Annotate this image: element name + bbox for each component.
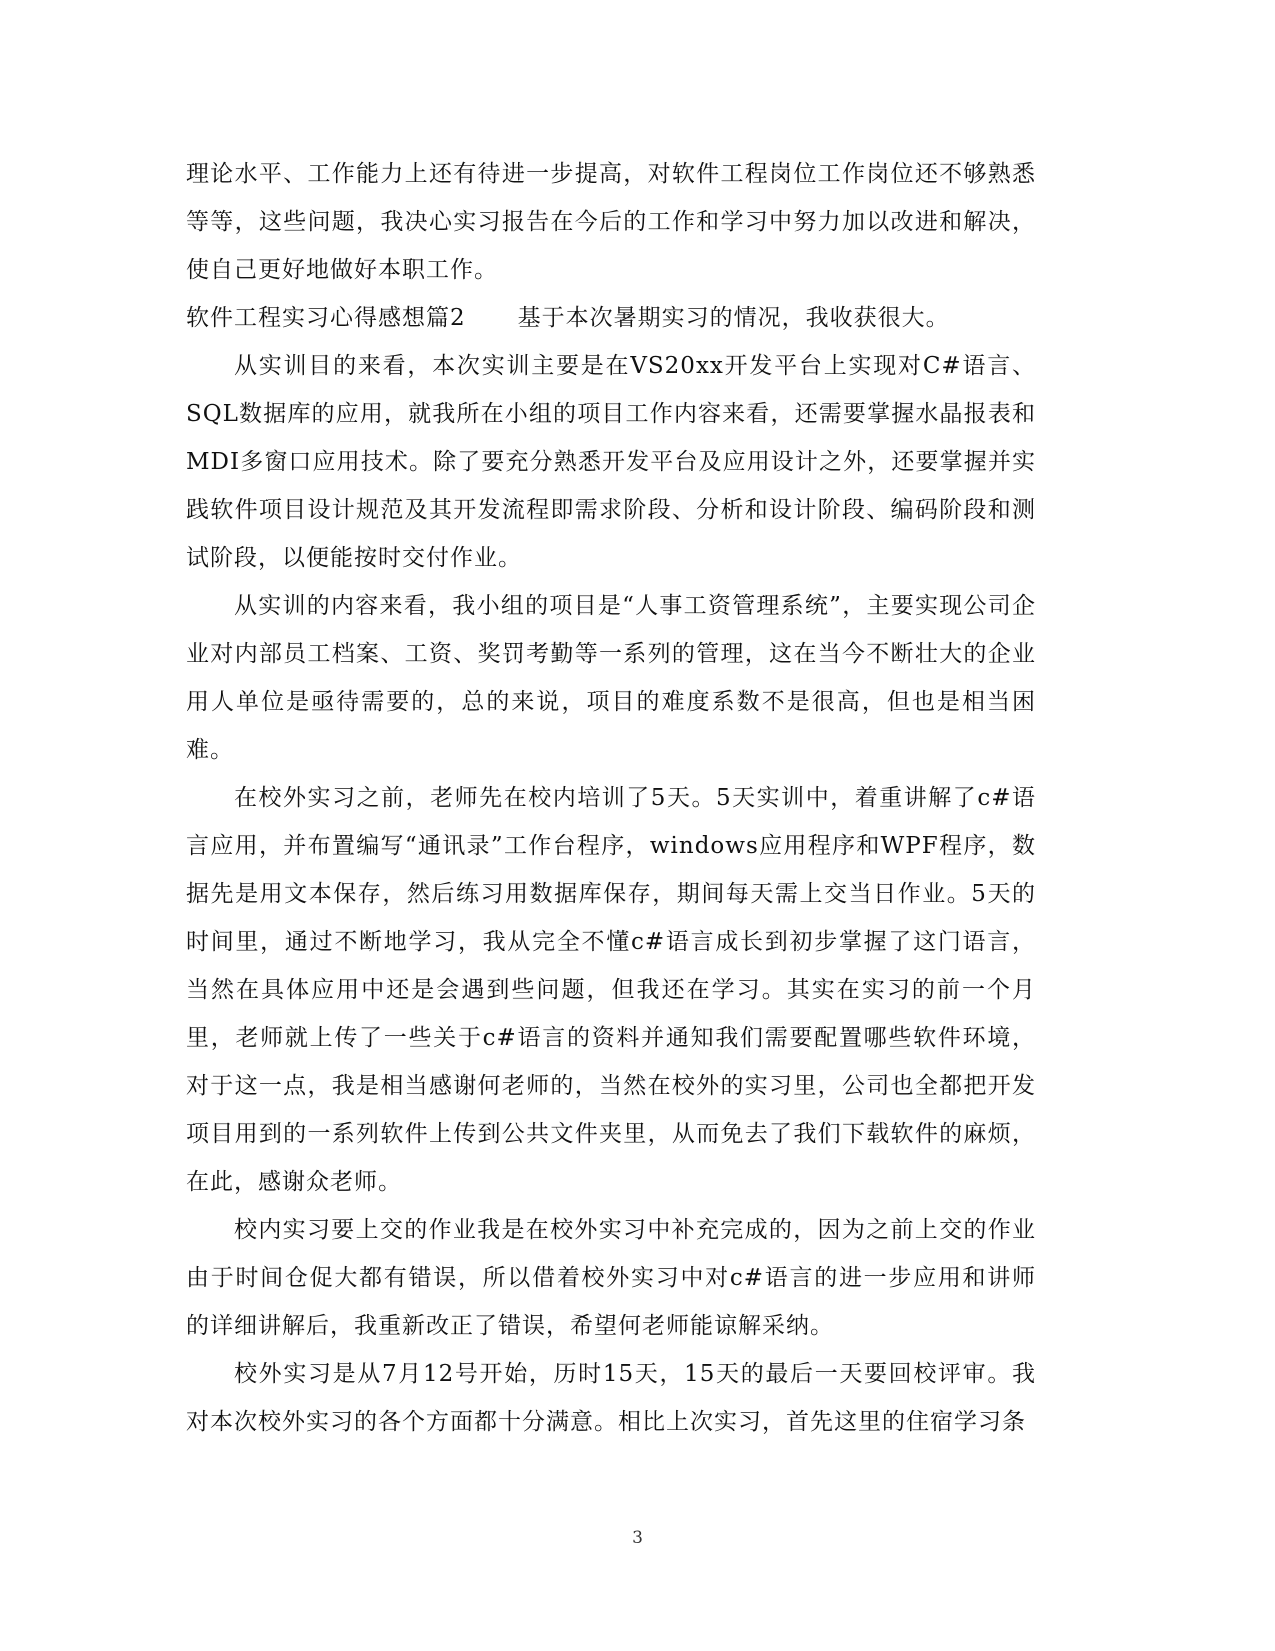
- paragraph-campus-training: 在校外实习之前，老师先在校内培训了5天。5天实训中，着重讲解了c#语言应用，并布置编写“通讯录”工作台程序，windows应用程序和WPF程序，数据先是用文本保存，然后练习用数据库保存，期间每天需上交当日作业。5天的时间里，通过不断地学习，我从完全不懂c#语言成长到初步掌握了这门语言，当然在具体应用中还是会遇到些问题，但我还在学习。其实在实习的前一个月里，老师就上传了一些关于c#语言的资料并通知我们需要配置哪些软件环境，对于这一点，我是相当感谢何老师的，当然在校外的实习里，公司也全都把开发项目用到的一系列软件上传到公共文件夹里，从而免去了我们下载软件的麻烦，在此，感谢众老师。: [186, 785, 1036, 1195]
- paragraph-offsite-internship: 校外实习是从7月12号开始，历时15天，15天的最后一天要回校评审。我对本次校外实习的各个方面都十分满意。相比上次实习，首先这里的住宿学习条: [186, 1361, 1036, 1435]
- page-number: 3: [632, 1528, 643, 1548]
- paragraph-training-content: 从实训的内容来看，我小组的项目是“人事工资管理系统”，主要实现公司企业对内部员工档案、工资、奖罚考勤等一系列的管理，这在当今不断壮大的企业用人单位是亟待需要的，总的来说，项目的难度系数不是很高，但也是相当困难。: [186, 593, 1036, 763]
- section-lead: 基于本次暑期实习的情况，我收获很大。: [517, 305, 950, 331]
- document-body: [186, 150, 1036, 1446]
- paragraph-training-purpose: 从实训目的来看，本次实训主要是在VS20xx开发平台上实现对C#语言、SQL数据库的应用，就我所在小组的项目工作内容来看，还需要掌握水晶报表和MDI多窗口应用技术。除了要充分熟悉开发平台及应用设计之外，还要掌握并实践软件项目设计规范及其开发流程即需求阶段、分析和设计阶段、编码阶段和测试阶段，以便能按时交付作业。: [186, 353, 1036, 571]
- section-title: 软件工程实习心得感想篇2: [186, 305, 466, 331]
- section-heading-line: [186, 294, 1036, 342]
- paragraph-homework: 校内实习要上交的作业我是在校外实习中补充完成的，因为之前上交的作业由于时间仓促大都有错误，所以借着校外实习中对c#语言的进一步应用和讲师的详细讲解后，我重新改正了错误，希望何老师能谅解采纳。: [186, 1217, 1036, 1339]
- paragraph-continuation: 理论水平、工作能力上还有待进一步提高，对软件工程岗位工作岗位还不够熟悉等等，这些问题，我决心实习报告在今后的工作和学习中努力加以改进和解决，使自己更好地做好本职工作。: [186, 161, 1036, 283]
